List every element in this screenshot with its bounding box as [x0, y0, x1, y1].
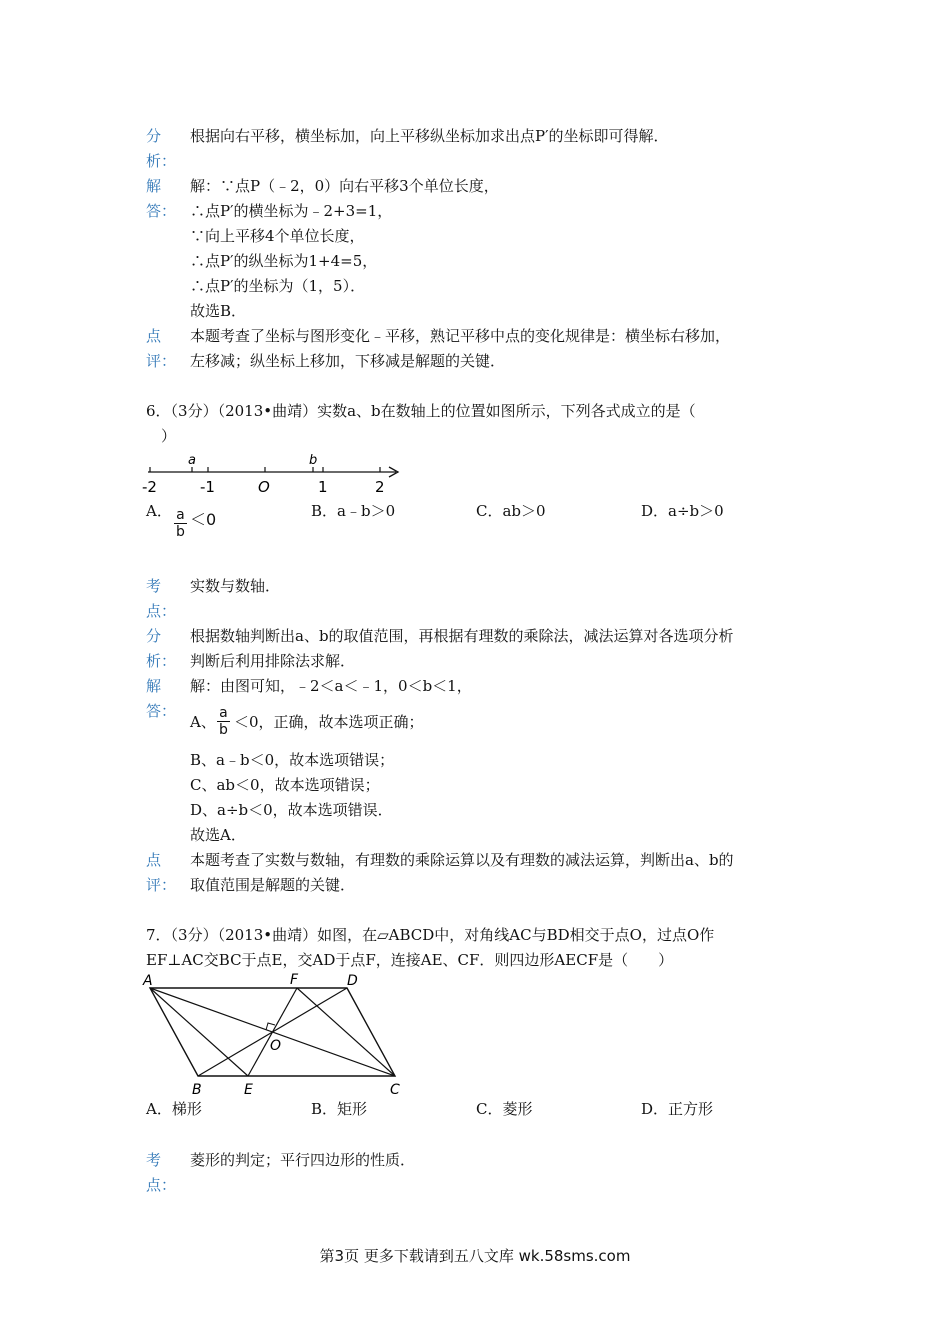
vertex-c-label: C — [390, 1082, 400, 1098]
q7-option-d: D．正方形 — [641, 1100, 714, 1118]
q6-fenxi-line: 判断后利用排除法求解． — [190, 652, 356, 670]
fraction-denominator: b — [219, 722, 228, 738]
q6-kaodian-text: 实数与数轴． — [190, 577, 281, 595]
q6-jieda-line: B、a﹣b＜0，故本选项错误； — [190, 751, 395, 769]
q5-dianping-label-1: 点 — [146, 327, 162, 345]
fraction-numerator: a — [217, 705, 230, 722]
q7-question-line-1: 7．（3分）（2013•曲靖）如图，在▱ABCD中，对角线AC与BD相交于点O，过点O作 — [146, 926, 715, 944]
segment-ef — [248, 988, 297, 1076]
point-a-label: a — [188, 453, 196, 468]
vertex-d-label: D — [347, 973, 358, 989]
vertex-b-label: B — [192, 1082, 202, 1098]
q6-dianping-label-1: 点 — [146, 851, 162, 869]
q6-option-a-fraction — [174, 507, 187, 540]
q7-kaodian-label-1: 考 — [146, 1151, 162, 1169]
page-footer: 第3页 更多下载请到五八文库 wk.58sms.com — [319, 1247, 631, 1265]
tick-label: O — [258, 478, 270, 496]
q5-jieda-label-1: 解 — [146, 177, 162, 195]
q6-option-d: D．a÷b＞0 — [641, 502, 724, 520]
q6-dianping-line: 本题考查了实数与数轴，有理数的乘除运算以及有理数的减法运算，判断出a、b的 — [190, 851, 734, 869]
q5-dianping-label-2: 评： — [146, 352, 177, 370]
q7-option-b: B．矩形 — [311, 1100, 368, 1118]
q6-jieda-line: D、a÷b＜0，故本选项错误． — [190, 801, 393, 819]
vertex-e-label: E — [244, 1082, 253, 1098]
q6-jieda-line: 故选A． — [190, 826, 246, 844]
q6-fenxi-label-2: 析： — [146, 652, 177, 670]
q5-fenxi-label-1: 分 — [146, 127, 162, 145]
q6-jieda-label-2: 答： — [146, 702, 177, 720]
q5-jieda-line: ∴点P′的纵坐标为1+4=5， — [190, 252, 378, 270]
q5-fenxi-text: 根据向右平移，横坐标加，向上平移纵坐标加求出点P′的坐标即可得解． — [190, 127, 669, 145]
q6-fenxi-label-1: 分 — [146, 627, 162, 645]
q6-dianping-label-2: 评： — [146, 876, 177, 894]
vertex-o-label: O — [270, 1038, 282, 1054]
q6-option-a-prefix: A． — [146, 502, 172, 520]
segment-cf — [297, 988, 395, 1076]
tick-label: 2 — [375, 478, 385, 496]
q7-option-c: C．菱形 — [476, 1100, 533, 1118]
q7-kaodian-text: 菱形的判定；平行四边形的性质． — [190, 1151, 416, 1169]
q5-dianping-line: 本题考查了坐标与图形变化﹣平移，熟记平移中点的变化规律是：横坐标右移加， — [190, 327, 731, 345]
fraction-numerator: a — [174, 507, 187, 524]
parallelogram-figure — [140, 970, 410, 1100]
q6-option-b: B．a﹣b＞0 — [311, 502, 396, 520]
q6-jieda-line: C、ab＜0，故本选项错误； — [190, 776, 380, 794]
q6-kaodian-label-2: 点： — [146, 602, 177, 620]
q6-question-line-1: 6．（3分）（2013•曲靖）实数a、b在数轴上的位置如图所示，下列各式成立的是（ — [146, 402, 696, 420]
q6-option-a-relation: ＜0 — [190, 510, 217, 529]
q6-question-line-2: ） — [146, 427, 177, 445]
q6-dianping-line: 取值范围是解题的关键． — [190, 876, 356, 894]
q6-jieda-label-1: 解 — [146, 677, 162, 695]
q5-jieda-line: ∴点P′的横坐标为﹣2+3=1， — [190, 202, 393, 220]
tick-label: 1 — [318, 478, 328, 496]
q5-dianping-line: 左移减；纵坐标上移加，下移减是解题的关键． — [190, 352, 506, 370]
tick-label: -1 — [200, 478, 215, 496]
q7-option-a: A．梯形 — [146, 1100, 202, 1118]
q5-jieda-line: 故选B． — [190, 302, 247, 320]
q5-jieda-line: 解：∵点P（﹣2，0）向右平移3个单位长度， — [190, 177, 499, 195]
vertex-f-label: F — [290, 972, 299, 988]
fraction-denominator: b — [176, 524, 185, 540]
q7-kaodian-label-2: 点： — [146, 1176, 177, 1194]
q6-jieda-first-line: 解：由图可知，﹣2＜a＜﹣1，0＜b＜1， — [190, 677, 472, 695]
q6-jieda-a-fraction — [217, 705, 230, 738]
number-line-figure — [140, 450, 410, 498]
q6-kaodian-label-1: 考 — [146, 577, 162, 595]
point-b-label: b — [309, 453, 318, 468]
segment-ae — [150, 988, 248, 1076]
q5-jieda-label-2: 答： — [146, 202, 177, 220]
q7-question-line-2: EF⊥AC交BC于点E，交AD于点F，连接AE、CF．则四边形AECF是（ ） — [146, 951, 674, 969]
q6-fenxi-line: 根据数轴判断出a、b的取值范围，再根据有理数的乘除法，减法运算对各选项分析 — [190, 627, 734, 645]
q5-jieda-line: ∴点P′的坐标为（1，5）． — [190, 277, 366, 295]
q5-fenxi-label-2: 析： — [146, 152, 177, 170]
tick-label: -2 — [142, 478, 157, 496]
q6-jieda-a-prefix: A、 — [190, 713, 216, 731]
q5-jieda-line: ∵向上平移4个单位长度， — [190, 227, 365, 245]
vertex-a-label: A — [143, 973, 153, 989]
q6-option-c: C．ab＞0 — [476, 502, 546, 520]
q6-jieda-a-rest: ＜0，正确，故本选项正确； — [234, 713, 424, 731]
